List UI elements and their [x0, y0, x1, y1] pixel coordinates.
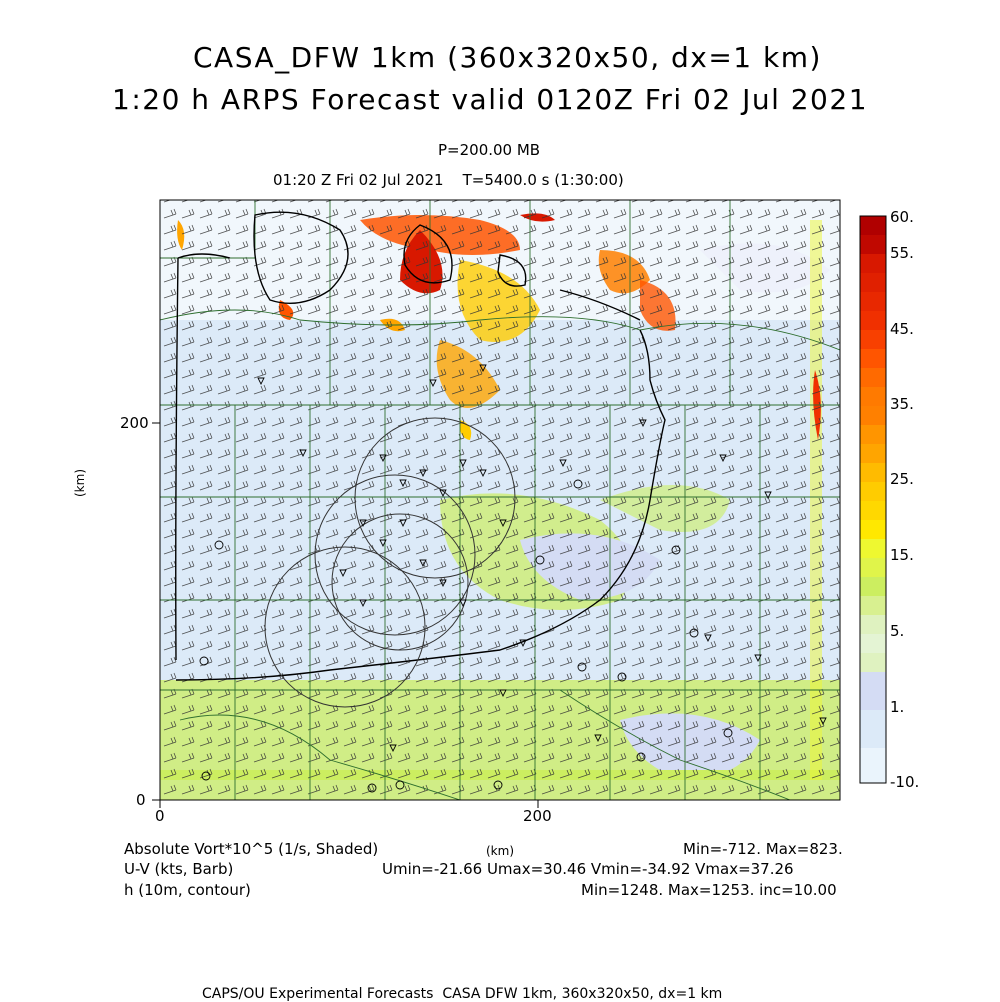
- colorbar-label: 15.: [890, 546, 914, 564]
- y-tick-200: 200: [120, 414, 149, 432]
- title-line-1: CASA_DFW 1km (360x320x50, dx=1 km): [193, 41, 822, 74]
- x-tick-0: 0: [155, 807, 165, 825]
- legend-vorticity: Absolute Vort*10^5 (1/s, Shaded): [124, 840, 379, 858]
- level-label: P=200.00 MB: [438, 141, 541, 159]
- colorbar-label: 5.: [890, 622, 905, 640]
- legend-wind-range: Umin=-21.66 Umax=30.46 Vmin=-34.92 Vmax=37.26: [382, 860, 794, 878]
- time-label: 01:20 Z Fri 02 Jul 2021 T=5400.0 s (1:30:00): [273, 171, 624, 189]
- colorbar-label: 25.: [890, 470, 914, 488]
- x-axis-unit: (km): [486, 844, 515, 858]
- x-tick-200: 200: [523, 807, 552, 825]
- colorbar: [860, 216, 886, 783]
- legend-height: h (10m, contour): [124, 881, 251, 899]
- y-axis-unit: (km): [73, 468, 87, 497]
- wind-barbs: [160, 200, 840, 800]
- colorbar-label: -10.: [890, 773, 920, 791]
- legend-vorticity-range: Min=-712. Max=823.: [683, 840, 843, 858]
- title-line-2: 1:20 h ARPS Forecast valid 0120Z Fri 02 Jul 2021: [112, 83, 869, 116]
- colorbar-label: 35.: [890, 395, 914, 413]
- colorbar-label: 45.: [890, 320, 914, 338]
- colorbar-label: 60.: [890, 208, 914, 226]
- legend-height-range: Min=1248. Max=1253. inc=10.00: [581, 881, 837, 899]
- footer-credit: CAPS/OU Experimental Forecasts CASA DFW 1km, 360x320x50, dx=1 km: [202, 986, 723, 1002]
- legend-wind: U-V (kts, Barb): [124, 860, 234, 878]
- colorbar-label: 55.: [890, 244, 914, 262]
- colorbar-label: 1.: [890, 698, 905, 716]
- y-tick-0: 0: [136, 791, 146, 809]
